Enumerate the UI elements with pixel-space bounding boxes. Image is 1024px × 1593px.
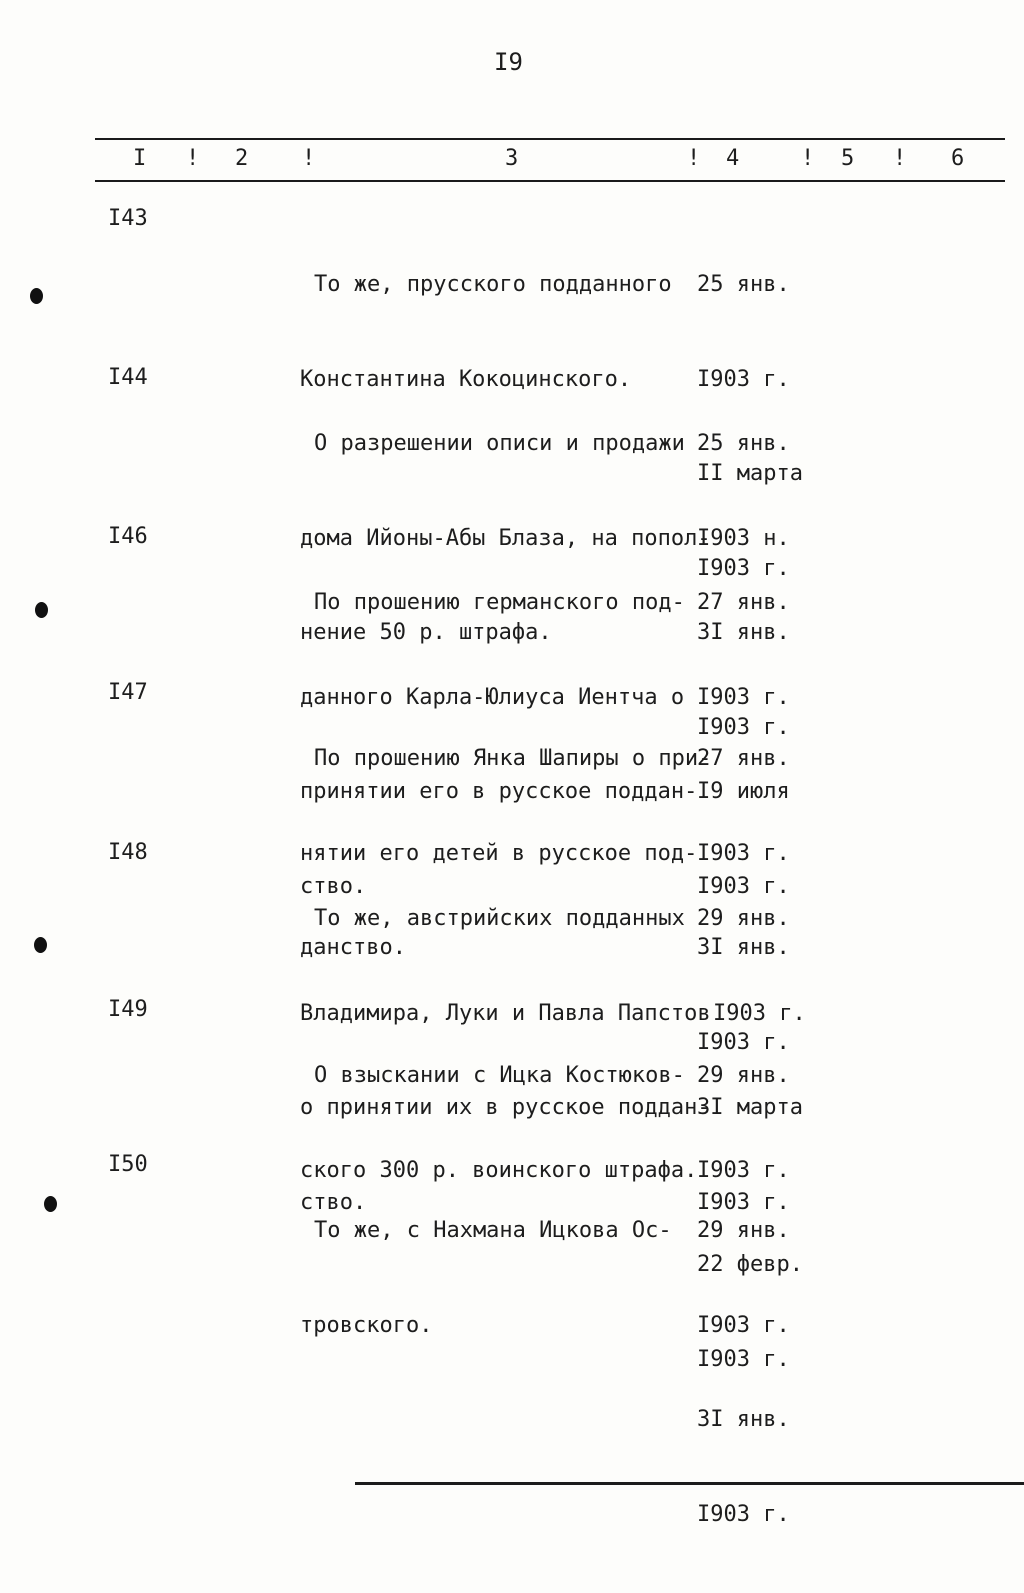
row-description — [300, 1152, 700, 1404]
column-header-1: I — [133, 146, 147, 171]
description-line: ство. — [300, 1189, 367, 1215]
column-header-5: 5 — [841, 146, 855, 171]
punch-hole-mark — [30, 288, 43, 304]
date-line: I903 г. — [697, 1501, 790, 1527]
date-line: 27 янв. — [697, 590, 790, 615]
date-line: 27 янв. — [697, 746, 790, 771]
table-header-rule — [95, 180, 1005, 182]
date-line: I903 г. — [697, 555, 790, 581]
table-top-rule — [95, 138, 1005, 140]
date-line: I903 н. — [697, 525, 790, 551]
row-number: I46 — [108, 524, 148, 549]
page-number: I9 — [494, 48, 523, 76]
bottom-edge-rule — [355, 1482, 1024, 1485]
date-line: I903 г. — [713, 1000, 806, 1026]
date-line: I903 г. — [697, 1029, 790, 1055]
date-line: I903 г. — [697, 714, 790, 740]
description-line: нение 50 р. штрафа. — [300, 620, 552, 645]
date-line: 3I янв. — [697, 1407, 790, 1432]
column-separator: ! — [801, 146, 815, 171]
description-line: принятии его в русское поддан- — [300, 779, 698, 804]
row-dates — [697, 1152, 827, 1593]
date-line: I903 г. — [697, 1312, 790, 1338]
description-line: данного Карла-Юлиуса Иентча о — [300, 684, 685, 710]
punch-hole-mark — [44, 1196, 57, 1212]
description-line: дома Ийоны-Абы Блаза, на попол- — [300, 525, 711, 551]
row-number: I48 — [108, 840, 148, 865]
description-line: ского 300 р. воинского штрафа. — [300, 1157, 698, 1183]
column-header-row — [0, 146, 1024, 174]
description-line: По прошению Янка Шапиры о при- — [314, 746, 712, 771]
date-line: I903 г. — [697, 684, 790, 710]
description-line: Константина Кокоцинского. — [300, 366, 632, 392]
punch-hole-mark — [35, 602, 48, 618]
column-header-3: 3 — [505, 146, 519, 171]
description-line: данство. — [300, 935, 406, 960]
row-number: I44 — [108, 365, 148, 390]
date-line: I903 г. — [697, 1157, 790, 1183]
date-line: 25 янв. — [697, 272, 790, 297]
date-line: 29 янв. — [697, 1063, 790, 1088]
description-line: То же, с Нахмана Ицкова Ос- — [314, 1218, 672, 1243]
date-line: 29 янв. — [697, 1218, 790, 1243]
column-header-6: 6 — [951, 146, 965, 171]
row-number: I47 — [108, 680, 148, 705]
description-line: То же, прусского подданного — [314, 272, 672, 297]
description-line: Владимира, Луки и Павла Папстов — [300, 1000, 711, 1026]
date-line: 22 февр. — [697, 1252, 803, 1277]
description-line: нятии его детей в русское под- — [300, 840, 698, 866]
date-line: II марта — [697, 461, 803, 486]
date-line: I9 июля — [697, 779, 790, 804]
column-separator: ! — [186, 146, 200, 171]
date-line: 3I янв. — [697, 620, 790, 645]
column-separator: ! — [893, 146, 907, 171]
description-line: То же, австрийских подданных — [314, 906, 685, 931]
description-line: По прошению германского под- — [314, 590, 685, 615]
description-line: О взыскании с Ицка Костюков- — [314, 1063, 685, 1088]
description-line: О разрешении описи и продажи — [314, 431, 685, 456]
date-line: I903 г. — [697, 873, 790, 899]
column-header-4: 4 — [726, 146, 740, 171]
column-header-2: 2 — [235, 146, 249, 171]
date-line: I903 г. — [697, 1346, 790, 1372]
date-line: 29 янв. — [697, 906, 790, 931]
date-line: I903 г. — [697, 366, 790, 392]
punch-hole-mark — [34, 937, 47, 953]
date-line: 3I янв. — [697, 935, 790, 960]
column-separator: ! — [302, 146, 316, 171]
row-number: I50 — [108, 1152, 148, 1177]
date-line: I903 г. — [697, 840, 790, 866]
column-separator: ! — [687, 146, 701, 171]
row-number: I49 — [108, 997, 148, 1022]
description-line: о принятии их в русское поддан- — [300, 1095, 711, 1120]
date-line: 3I марта — [697, 1095, 803, 1120]
row-number: I43 — [108, 206, 148, 231]
date-line: 25 янв. — [697, 431, 790, 456]
description-line: ство. — [300, 873, 367, 899]
date-line: I903 г. — [697, 1189, 790, 1215]
description-line: тровского. — [300, 1312, 433, 1338]
